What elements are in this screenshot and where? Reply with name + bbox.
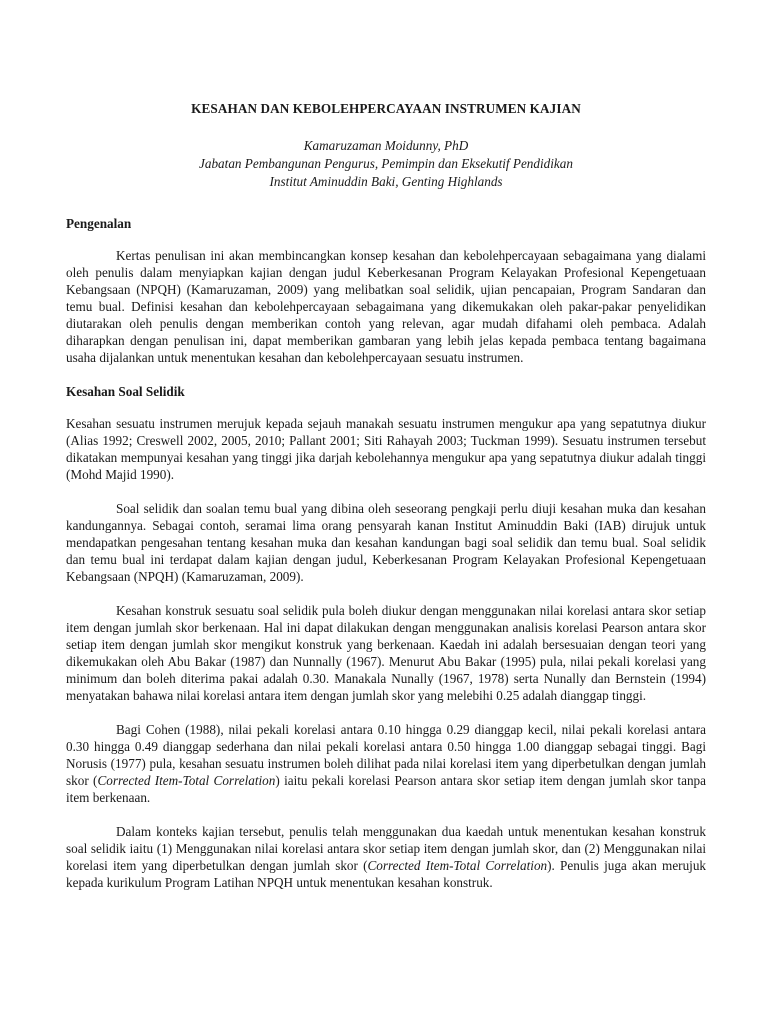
paragraph-face-content-validity: Soal selidik dan soalan temu bual yang dibina oleh seseorang pengkaji perlu diuji kesahan muka dan kesahan kandungannya. Sebagai contoh, seramai lima orang pensyarah kanan Institut Aminuddin Baki (IAB) dirujuk untuk mendapatkan pengesahan tentang kesahan muka dan kesahan kandungan bagi soal selidik dan temu bual. Soal selidik dan temu bual ini terdapat dalam kajian dengan judul, Keberkesanan Program Kelayakan Profesional Kepengetuaan Kebangsaan (NPQH) (Kamaruzaman, 2009). bbox=[66, 501, 706, 584]
paragraph-methods-used bbox=[66, 823, 706, 891]
author-department: Jabatan Pembangunan Pengurus, Pemimpin dan Eksekutif Pendidikan bbox=[199, 156, 573, 171]
text-run: ). Penulis juga akan merujuk kepada kurikulum Program Latihan NPQH untuk menentukan kesahan konstruk. bbox=[66, 858, 707, 890]
text-run: ) iaitu pekali korelasi Pearson antara skor setiap item dengan jumlah skor tanpa item berkenaan. bbox=[66, 773, 706, 805]
italic-term: Corrected Item-Total Correlation bbox=[97, 773, 276, 788]
paper-title: KESAHAN DAN KEBOLEHPERCAYAAN INSTRUMEN KAJIAN bbox=[191, 101, 581, 116]
paragraph-introduction: Kertas penulisan ini akan membincangkan konsep kesahan dan kebolehpercayaan sebagaimana yang dialami oleh penulis dalam menyiapkan kajian dengan judul Keberkesanan Program Kelayakan Profesional Kepengetuaan Kebangsaan (NPQH) (Kamaruzaman, 2009) yang melibatkan soal selidik, ujian pencapaian, Program Sandaran dan temu bual. Definisi kesahan dan kebolehpercayaan sebagaimana yang dikemukakan oleh pakar-pakar penyelidikan diutarakan oleh penulis dengan memberikan contoh yang relevan, agar mudah difahami oleh pembaca. Adalah diharapkan dengan penulisan ini, dapat memberikan gambaran yang lebih jelas kepada pembaca tentang bagaimana usaha dijalankan untuk menentukan kesahan dan kebolehpercayaan sesuatu instrumen. bbox=[66, 248, 706, 365]
paragraph-construct-validity: Kesahan konstruk sesuatu soal selidik pula boleh diukur dengan menggunakan nilai korelasi antara skor setiap item dengan jumlah skor berkenaan. Hal ini dapat dilakukan dengan menggunakan analisis korelasi Pearson antara skor setiap item dengan jumlah skor mengikut konstruk yang berkenaan. Kaedah ini adalah bersesuaian dengan teori yang dikemukakan oleh Abu Bakar (1987) dan Nunnally (1967). Menurut Abu Bakar (1995) pula, nilai pekali korelasi yang minimum dan boleh diterima pakai adalah 0.30. Manakala Nunally (1967, 1978) serta Nunally dan Bernstein (1994) menyatakan bahawa nilai korelasi antara item dengan jumlah skor yang melebihi 0.25 adalah dianggap tinggi. bbox=[66, 603, 706, 703]
paragraph-correlation-thresholds bbox=[66, 721, 706, 806]
section-heading-validity: Kesahan Soal Selidik bbox=[66, 384, 185, 399]
italic-term: Corrected Item-Total Correlation bbox=[367, 858, 548, 873]
author-block bbox=[66, 137, 706, 191]
author-institute: Institut Aminuddin Baki, Genting Highlands bbox=[269, 174, 503, 189]
paragraph-validity-definition: Kesahan sesuatu instrumen merujuk kepada sejauh manakah sesuatu instrumen mengukur apa yang sepatutnya diukur (Alias 1992; Creswell 2002, 2005, 2010; Pallant 2001; Siti Rahayah 2003; Tuckman 1999). Sesuatu instrumen tersebut dikatakan mempunyai kesahan yang tinggi jika darjah kebolehannya mengukur apa yang sepatutnya diukur adalah tinggi (Mohd Majid 1990). bbox=[66, 416, 706, 482]
section-heading-introduction: Pengenalan bbox=[66, 216, 132, 231]
text-run: Bagi Cohen (1988), nilai pekali korelasi antara 0.10 hingga 0.29 dianggap kecil, nilai pekali korelasi antara 0.30 hingga 0.49 dianggap sederhana dan nilai pekali korelasi antara 0.50 hingga 1.00 dianggap sebagai tinggi. Bagi Norusis (1977) pula, kesahan sesuatu instrumen boleh dilihat pada nilai korelasi item yang diperbetulkan dengan jumlah skor ( bbox=[66, 722, 706, 788]
author-name: Kamaruzaman Moidunny, PhD bbox=[303, 138, 469, 153]
text-run: Dalam konteks kajian tersebut, penulis telah menggunakan dua kaedah untuk menentukan kesahan konstruk soal selidik iaitu (1) Menggunakan nilai korelasi antara skor setiap item dengan jumlah skor, dan (2) Menggunakan nilai korelasi item yang diperbetulkan dengan jumlah skor ( bbox=[66, 824, 706, 873]
